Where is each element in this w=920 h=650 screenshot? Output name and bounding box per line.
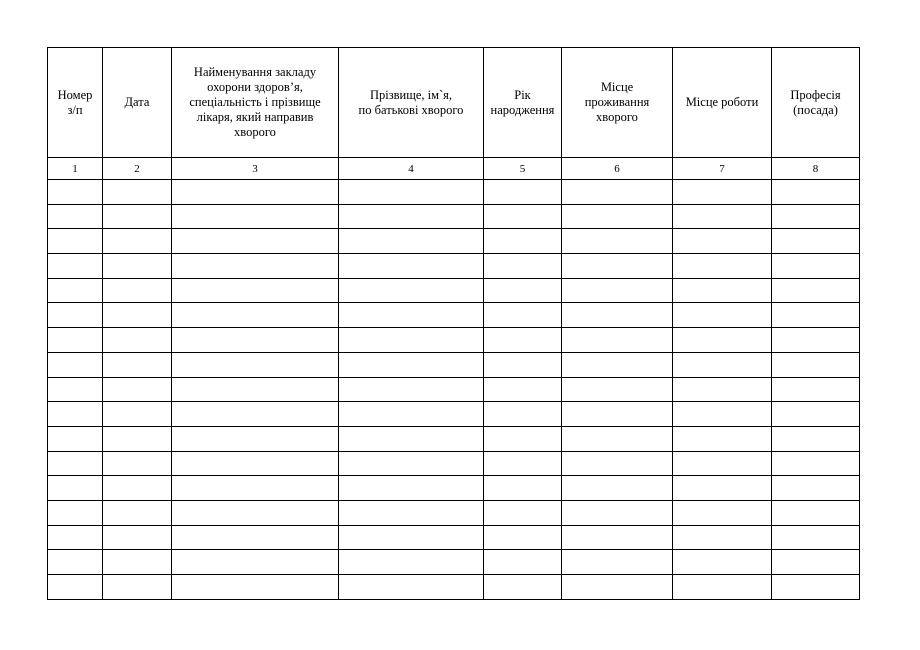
table-cell (48, 550, 103, 575)
table-cell (103, 180, 172, 205)
table-cell (339, 352, 484, 377)
table-cell (772, 352, 860, 377)
table-cell (339, 229, 484, 254)
table-cell (339, 500, 484, 525)
header-row (48, 48, 860, 158)
table-row (48, 402, 860, 427)
table-cell (772, 575, 860, 600)
table-cell (172, 426, 339, 451)
table-cell (103, 402, 172, 427)
column-number: 7 (673, 158, 772, 180)
table-cell (172, 254, 339, 279)
table-cell (562, 229, 673, 254)
table-cell (103, 426, 172, 451)
table-cell (562, 575, 673, 600)
table-cell (484, 451, 562, 476)
table-cell (484, 550, 562, 575)
table-cell (772, 254, 860, 279)
table-row (48, 303, 860, 328)
table-cell (172, 402, 339, 427)
patient-register-table (47, 47, 860, 600)
column-header-birth-year: Рік народження (484, 48, 562, 158)
table-cell (48, 525, 103, 550)
table-cell (172, 229, 339, 254)
table-cell (673, 525, 772, 550)
table-cell (103, 229, 172, 254)
table-cell (673, 229, 772, 254)
table-cell (772, 451, 860, 476)
table-cell (339, 402, 484, 427)
table-cell (484, 426, 562, 451)
table-cell (103, 352, 172, 377)
table-cell (103, 377, 172, 402)
table-cell (339, 278, 484, 303)
table-cell (48, 180, 103, 205)
table-row (48, 328, 860, 353)
table-cell (484, 352, 562, 377)
table-cell (48, 204, 103, 229)
table-cell (172, 204, 339, 229)
table-cell (103, 451, 172, 476)
table-cell (562, 204, 673, 229)
table-cell (339, 377, 484, 402)
column-header-referring-facility: Найменування закладу охорони здоров’я, спеціальність і прізвище лікаря, який направив хворого (172, 48, 339, 158)
table-row (48, 500, 860, 525)
table-cell (103, 254, 172, 279)
table-cell (484, 303, 562, 328)
table-row (48, 229, 860, 254)
table-cell (172, 451, 339, 476)
table-cell (484, 476, 562, 501)
blank-rows (48, 180, 860, 600)
table-cell (48, 229, 103, 254)
table-cell (172, 575, 339, 600)
table-cell (48, 254, 103, 279)
column-header-workplace: Місце роботи (673, 48, 772, 158)
table-cell (339, 451, 484, 476)
table-cell (172, 180, 339, 205)
table-cell (103, 550, 172, 575)
table-cell (339, 180, 484, 205)
column-header-date: Дата (103, 48, 172, 158)
table-cell (339, 204, 484, 229)
table-row (48, 426, 860, 451)
table-cell (562, 180, 673, 205)
column-number: 8 (772, 158, 860, 180)
table-cell (562, 352, 673, 377)
table-cell (562, 500, 673, 525)
table-cell (562, 377, 673, 402)
column-number: 1 (48, 158, 103, 180)
table-cell (48, 278, 103, 303)
table-cell (339, 254, 484, 279)
table-row (48, 278, 860, 303)
table-cell (673, 402, 772, 427)
table-cell (673, 254, 772, 279)
table-row (48, 575, 860, 600)
table-row (48, 352, 860, 377)
table-cell (172, 476, 339, 501)
column-number: 6 (562, 158, 673, 180)
table-cell (484, 377, 562, 402)
table-cell (562, 476, 673, 501)
table-cell (484, 402, 562, 427)
table-cell (562, 328, 673, 353)
table-cell (103, 500, 172, 525)
table-cell (673, 426, 772, 451)
column-number: 3 (172, 158, 339, 180)
table-cell (103, 303, 172, 328)
table-cell (673, 500, 772, 525)
table-cell (673, 451, 772, 476)
table-row (48, 377, 860, 402)
table-cell (562, 550, 673, 575)
table-cell (772, 500, 860, 525)
table-cell (172, 303, 339, 328)
column-header-patient-name: Прізвище, ім`я, по батькові хворого (339, 48, 484, 158)
table-cell (484, 575, 562, 600)
table-cell (673, 328, 772, 353)
table-row (48, 254, 860, 279)
table-cell (48, 451, 103, 476)
table-row (48, 476, 860, 501)
table-cell (562, 254, 673, 279)
table-cell (673, 303, 772, 328)
column-number: 4 (339, 158, 484, 180)
table-cell (772, 328, 860, 353)
table-cell (562, 402, 673, 427)
table-row (48, 180, 860, 205)
table-row (48, 451, 860, 476)
table-cell (339, 328, 484, 353)
table-cell (484, 278, 562, 303)
table-cell (673, 377, 772, 402)
table-cell (484, 204, 562, 229)
table-row (48, 550, 860, 575)
table-cell (484, 328, 562, 353)
table-cell (772, 303, 860, 328)
table-cell (673, 550, 772, 575)
table-cell (673, 575, 772, 600)
table-cell (172, 328, 339, 353)
table-cell (48, 476, 103, 501)
table-cell (48, 426, 103, 451)
table-cell (772, 204, 860, 229)
table-cell (339, 550, 484, 575)
column-header-record-number: Номер з/п (48, 48, 103, 158)
table-row (48, 204, 860, 229)
table-cell (772, 402, 860, 427)
column-number-row (48, 158, 860, 180)
table-cell (562, 278, 673, 303)
table-cell (772, 377, 860, 402)
table-cell (484, 254, 562, 279)
table-cell (562, 303, 673, 328)
table-cell (172, 377, 339, 402)
table-cell (48, 402, 103, 427)
table-cell (484, 229, 562, 254)
table-cell (562, 426, 673, 451)
table-cell (103, 476, 172, 501)
table-cell (673, 180, 772, 205)
table-cell (562, 451, 673, 476)
table-cell (339, 525, 484, 550)
table-cell (673, 278, 772, 303)
table-cell (172, 525, 339, 550)
table-cell (673, 476, 772, 501)
table-cell (103, 204, 172, 229)
table-cell (172, 278, 339, 303)
table-cell (172, 352, 339, 377)
table-cell (48, 352, 103, 377)
table-cell (772, 476, 860, 501)
table-cell (339, 426, 484, 451)
table-cell (339, 476, 484, 501)
table-cell (48, 303, 103, 328)
table-row (48, 525, 860, 550)
table-cell (772, 525, 860, 550)
table-cell (772, 426, 860, 451)
table-cell (48, 328, 103, 353)
table-cell (673, 352, 772, 377)
table-cell (339, 303, 484, 328)
table-cell (103, 525, 172, 550)
table-cell (103, 278, 172, 303)
table-cell (172, 550, 339, 575)
table-cell (484, 180, 562, 205)
column-header-profession: Професія (посада) (772, 48, 860, 158)
table-cell (48, 500, 103, 525)
table-cell (772, 229, 860, 254)
column-number: 5 (484, 158, 562, 180)
table-cell (172, 500, 339, 525)
table-cell (562, 525, 673, 550)
table-cell (339, 575, 484, 600)
table-cell (772, 180, 860, 205)
table-cell (103, 575, 172, 600)
table-cell (103, 328, 172, 353)
column-header-residence: Місце проживання хворого (562, 48, 673, 158)
column-number: 2 (103, 158, 172, 180)
table-cell (772, 550, 860, 575)
table-cell (484, 500, 562, 525)
table-cell (772, 278, 860, 303)
table-cell (484, 525, 562, 550)
table-cell (673, 204, 772, 229)
table-cell (48, 377, 103, 402)
table-cell (48, 575, 103, 600)
